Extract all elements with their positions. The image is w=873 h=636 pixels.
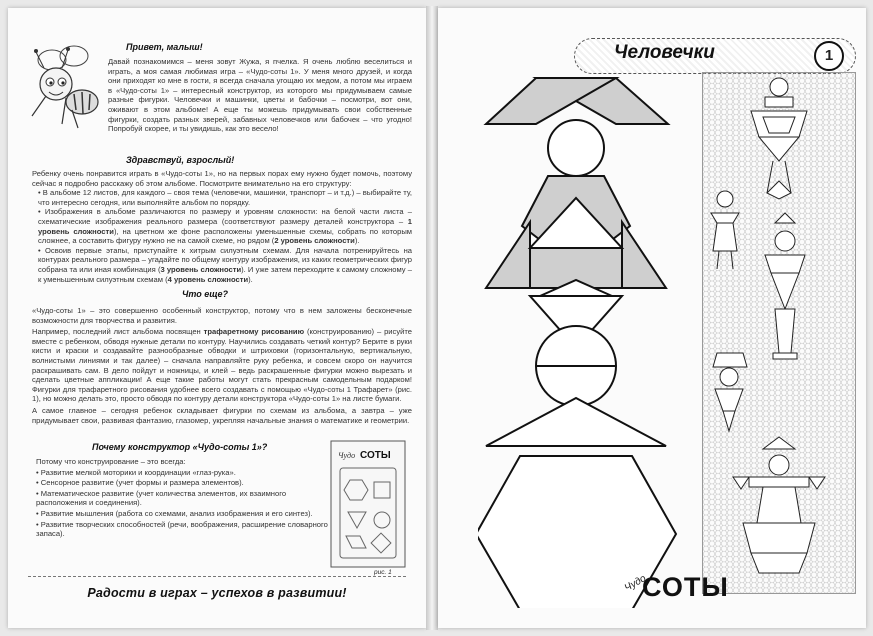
what-paragraph-3: А самое главное – сегодня ребенок складывает фигурки по схемам из альбома, а завтра – уже придумывает свои, развивая фантазию, глазомер, укрепляя начальные знания о математике и геометрии. xyxy=(32,405,412,425)
page-number-badge: 1 xyxy=(814,41,844,71)
page-title: Человечки xyxy=(614,42,715,63)
stencil-brand-name: СОТЫ xyxy=(360,450,391,461)
why-intro: Потому что конструирование – это всегда: xyxy=(36,457,186,466)
why-list xyxy=(36,457,328,540)
why-title: Почему конструктор «Чудо-соты 1»? xyxy=(92,442,268,452)
what-else-text xyxy=(32,306,412,427)
small-schemas-panel xyxy=(702,72,856,594)
greeting-title: Привет, малыш! xyxy=(126,42,203,52)
what-paragraph-1: «Чудо-соты 1» – это совершенно особенный конструктор, потому что в нем заложены бесконечные возможности для творчества и развития. xyxy=(32,306,412,325)
footer-divider xyxy=(28,576,406,577)
adult-bullet-3: • Освоив первые этапы, приступайте к хитрым силуэтным схемам. Для начала потренируйтесь на контурах реального размера – угадайте по общему контуру изображения, из каких геометрических фигур собрана та или иная комбинация (3 уровень сложности). И уже затем переходите к самому сложному – к уменьшенным силуэтным схемам (4 уровень сложности). xyxy=(38,245,412,284)
adult-bullet-2: • Изображения в альбоме различаются по размеру и уровням сложности: на белой части листа – схематические изображения реального размера (соответствуют размеру деталей конструктора – 1 уровень сложности), на цветном же фоне расположены уменьшенные схемы, собрать по которым сложнее, а составить фигуру нужно не на самой схеме, но рядом (2 уровень сложности). xyxy=(38,207,412,246)
what-paragraph-2: Например, последний лист альбома посвящен трафаретному рисованию (конструированию) – рисуйте вместе с ребенком, обводя нужные детали по контуру. Научились создавать четкий контур? Берите в руки кисти и краски и создавайте разнообразные обводки и штриховки (горизонтальную, вертикальную, волнистыми линиями и так далее) – сначала направляйте руку ребенка, и совсем скоро он научится раскрашивать сам. В дело пойдут и ножницы, и клей – ведь раскрашенные фигурки можно вырезать и сделать цветные аппликации! А еще такие работы могут стать прекрасным самодельным подарком! Фигурки для трафаретного рисования удобнее всего создавать с помощью «Чудо-соты 1 Трафарет» (рис. 1), но можно делать это, просто обводя по контуру детали конструктора «Чудо-соты 1» на листе бумаги. xyxy=(32,327,412,404)
left-page xyxy=(8,8,426,628)
adult-section-title: Здравствуй, взрослый! xyxy=(126,155,235,165)
stencil-brand-script: Чудо xyxy=(338,451,356,460)
why-item: • Математическое развитие (учет количества элементов, их взаимного расположения и соединения). xyxy=(36,488,287,508)
figure-caption: рис. 1 xyxy=(374,569,392,576)
brand-name: СОТЫ xyxy=(642,572,729,602)
why-item: • Развитие творческих способностей (речи, воображения, расширение словарного запаса). xyxy=(36,519,328,539)
brand-logo xyxy=(622,572,729,610)
stencil-figure-illustration xyxy=(330,440,406,568)
adult-section-text xyxy=(32,169,412,284)
why-item: • Сенсорное развитие (учет формы и размера элементов). xyxy=(36,478,244,488)
figure-top-person xyxy=(486,78,668,288)
greeting-text: Давай познакомимся – меня зовут Жужа, я пчелка. Я очень люблю веселиться и играть, а моя самая любимая игра – «Чудо-соты 1». У меня много друзей, и когда они приходят ко мне в гости, я всегда сначала угощаю их медом, а потом мы играем в «Чудо-соты 1» – интересный конструктор, из которого мы придумываем самые разные фигурки. Человечки и машинки, цветы и бабочки – посмотри, вот они, оживают в этом альбоме! А еще ты можешь придумывать свои собственные фигурки, создать разных зверей, забавных человечков или бабочек – что угодно! Попробуй скорее, и ты увидишь, как это весело! xyxy=(108,57,412,134)
book-spine xyxy=(426,6,438,630)
right-page xyxy=(438,8,866,628)
footer-slogan: Радости в играх – успехов в развитии! xyxy=(87,586,347,600)
adult-bullet-1: • В альбоме 12 листов, для каждого – своя тема (человечки, машинки, транспорт – и т.д.) – выбирайте ту, что интересно сегодня, или выполняйте альбом по порядку. xyxy=(38,188,412,207)
bee-mascot-illustration xyxy=(22,38,108,138)
brand-script: Чудо xyxy=(622,573,649,594)
why-item: • Развитие мелкой моторики и координации «глаз-рука». xyxy=(36,467,236,477)
why-item: • Развитие мышления (работа со схемами, анализ изображения и его синтез). xyxy=(36,508,313,518)
adult-intro: Ребенку очень понравится играть в «Чудо-соты 1», но на первых порах ему нужно будет помочь, поэтому сейчас я подробно расскажу об этом альбоме. Посмотрите внимательно на его структуру: xyxy=(32,169,412,188)
what-else-title: Что еще? xyxy=(182,289,228,299)
figure-bottom-person xyxy=(478,280,676,608)
large-schema-figures xyxy=(478,48,708,608)
